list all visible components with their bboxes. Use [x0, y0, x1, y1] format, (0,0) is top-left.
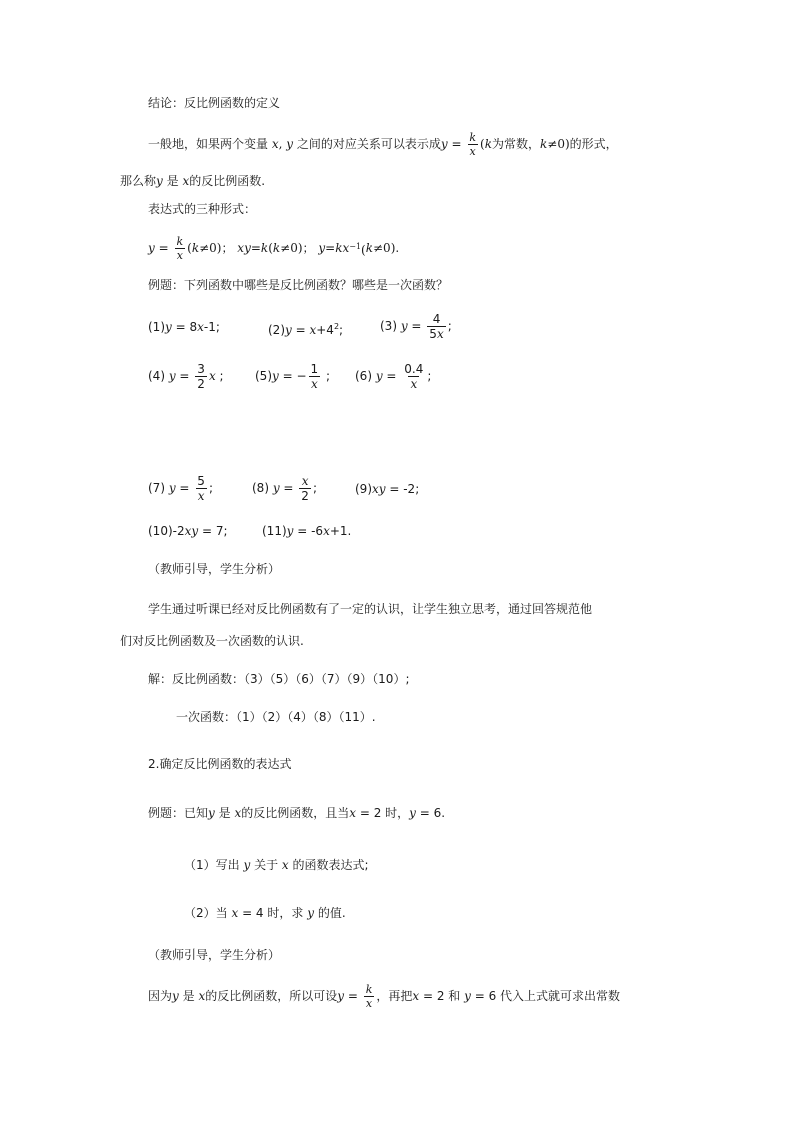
solution-line-1: 解：反比例函数：（3）（5）（6）（7）（9）（10）; [148, 672, 410, 686]
section-2-title: 2.确定反比例函数的表达式 [148, 757, 292, 771]
example2-line: 例题：已知y 是 x的反比例函数，且当x = 2 时，y = 6. [148, 806, 446, 820]
conclusion-title: 结论：反比例函数的定义 [148, 96, 281, 110]
item-7: (7) y = $\frac{5}{x}$ ; [148, 473, 213, 503]
item-3: (3) y = $\frac{4}{5x}$ ; [380, 311, 452, 341]
final-line: 因为 y 是 x 的反比例函数，所以可设 y = $\frac{k}{x}$ ，再把 x = 2 和 y = 6 代入上式就可求出常数 [148, 982, 621, 1010]
example1-title: 例题：下列函数中哪些是反比例函数？哪些是一次函数？ [148, 278, 449, 292]
item-9: (9)xy = -2; [355, 482, 420, 496]
teacher-guide-2: （教师引导，学生分析） [148, 948, 281, 962]
item-6: (6) y = $\frac{0.4}{x}$ ; [355, 361, 432, 391]
item-1: (1)y = 8x-1; [148, 320, 220, 334]
student-paragraph-line-2: 们对反比例函数及一次函数的认识. [120, 634, 304, 648]
teacher-guide-1: （教师引导，学生分析） [148, 562, 281, 576]
solution-line-2: 一次函数：（1）（2）（4）（8）（11）. [176, 710, 376, 724]
student-paragraph-line-1: 学生通过听课已经对反比例函数有了一定的认识，让学生独立思考，通过回答规范他 [148, 602, 593, 616]
item-8: (8) y = $\frac{x}{2}$ ; [252, 473, 317, 503]
forms-title: 表达式的三种形式： [148, 202, 257, 216]
item-4: (4) y = $\frac{3}{2}$ x ; [148, 361, 224, 391]
item-5: (5) y = − $\frac{1}{x}$ ; [255, 361, 331, 391]
question-1: （1）写出 y 关于 x 的函数表达式; [184, 858, 369, 872]
fraction-k-over-x: $\frac{k}{x}$ [469, 130, 476, 158]
definition-line-2: 那么称y 是 x的反比例函数. [120, 174, 266, 188]
definition-line-1: 一般地，如果两个变量 x , y 之间的对应关系可以表示成 y = $\frac{k}{x}$ ( k 为常数， k ≠0) 的形式， [148, 130, 618, 158]
item-2: $(2)y = x+4^2$; [268, 322, 344, 337]
question-2: （2）当 x = 4 时，求 y 的值. [184, 906, 346, 920]
item-11: (11)y = -6x+1. [262, 524, 352, 538]
forms-formulas: y = $\frac{k}{x}$ ( k ≠0)； xy = k ( k ≠0)； y = kx $^{-1}$( k ≠0). [148, 234, 400, 262]
item-10: (10)-2xy = 7; [148, 524, 228, 538]
